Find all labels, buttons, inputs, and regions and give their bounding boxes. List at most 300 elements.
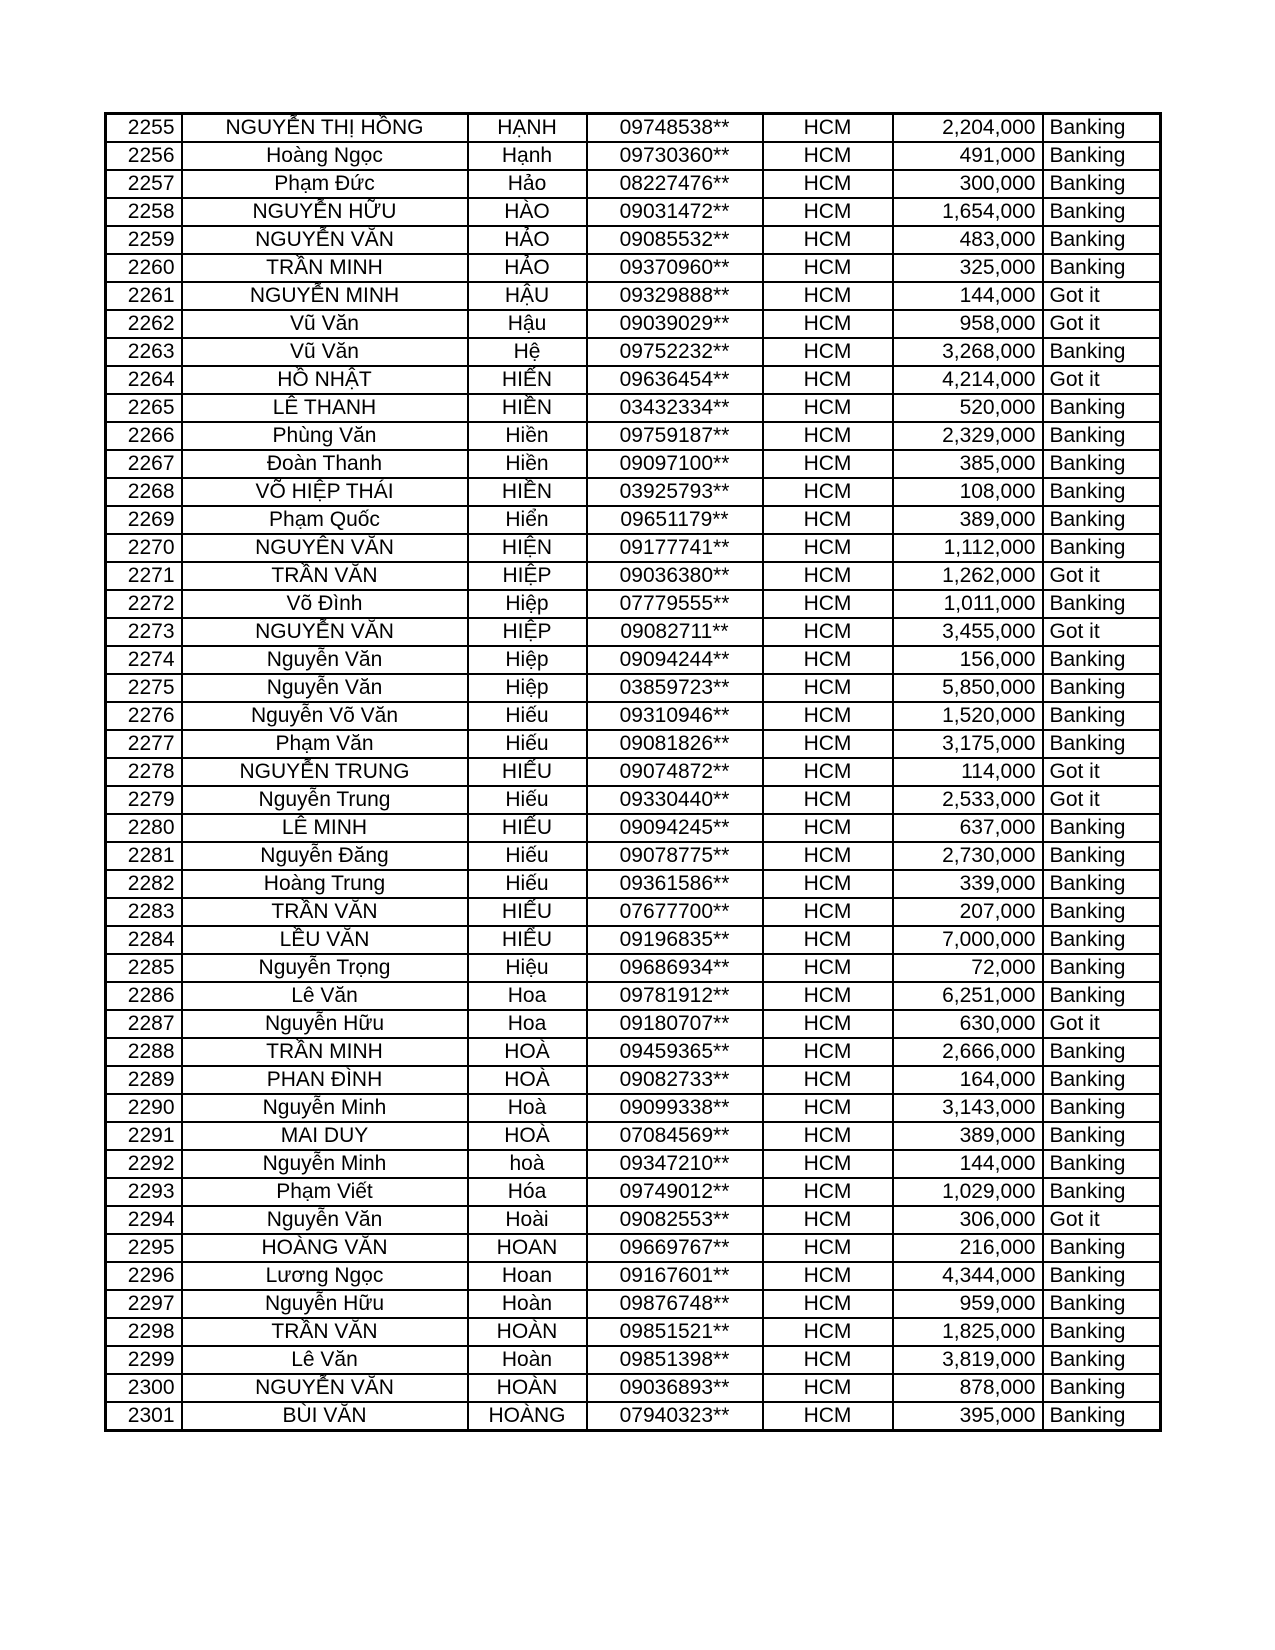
row-number-cell: 2256 xyxy=(106,142,182,170)
table-row xyxy=(106,338,1161,366)
payment-method-cell: Banking xyxy=(1043,1318,1161,1346)
surname-cell: Hoàng Trung xyxy=(182,870,468,898)
phone-cell: 09097100** xyxy=(587,450,763,478)
phone-cell: 09082553** xyxy=(587,1206,763,1234)
row-number-cell: 2284 xyxy=(106,926,182,954)
given-name-cell: HIẾU xyxy=(468,814,587,842)
phone-cell: 09749012** xyxy=(587,1178,763,1206)
phone-cell: 03432334** xyxy=(587,394,763,422)
surname-cell: NGUYỄN THỊ HỒNG xyxy=(182,114,468,143)
phone-cell: 09730360** xyxy=(587,142,763,170)
surname-cell: LÊ MINH xyxy=(182,814,468,842)
row-number-cell: 2273 xyxy=(106,618,182,646)
payment-method-cell: Banking xyxy=(1043,842,1161,870)
phone-cell: 09748538** xyxy=(587,114,763,143)
city-cell: HCM xyxy=(763,1262,893,1290)
table-row xyxy=(106,1178,1161,1206)
surname-cell: Nguyễn Văn xyxy=(182,674,468,702)
phone-cell: 09752232** xyxy=(587,338,763,366)
given-name-cell: HIẾU xyxy=(468,758,587,786)
given-name-cell: HOÀN xyxy=(468,1374,587,1402)
row-number-cell: 2267 xyxy=(106,450,182,478)
table-row xyxy=(106,366,1161,394)
given-name-cell: Hiền xyxy=(468,422,587,450)
payment-method-cell: Banking xyxy=(1043,478,1161,506)
row-number-cell: 2281 xyxy=(106,842,182,870)
city-cell: HCM xyxy=(763,1234,893,1262)
amount-cell: 3,175,000 xyxy=(893,730,1043,758)
row-number-cell: 2276 xyxy=(106,702,182,730)
payment-method-cell: Banking xyxy=(1043,1178,1161,1206)
city-cell: HCM xyxy=(763,982,893,1010)
phone-cell: 09851521** xyxy=(587,1318,763,1346)
city-cell: HCM xyxy=(763,702,893,730)
city-cell: HCM xyxy=(763,1094,893,1122)
payment-method-cell: Banking xyxy=(1043,674,1161,702)
payment-method-cell: Got it xyxy=(1043,758,1161,786)
surname-cell: Nguyễn Trọng xyxy=(182,954,468,982)
payment-method-cell: Banking xyxy=(1043,730,1161,758)
payment-method-cell: Banking xyxy=(1043,646,1161,674)
phone-cell: 03859723** xyxy=(587,674,763,702)
table-row xyxy=(106,786,1161,814)
row-number-cell: 2301 xyxy=(106,1402,182,1431)
surname-cell: Vũ Văn xyxy=(182,310,468,338)
given-name-cell: HIỀN xyxy=(468,478,587,506)
amount-cell: 3,455,000 xyxy=(893,618,1043,646)
row-number-cell: 2255 xyxy=(106,114,182,143)
phone-cell: 07677700** xyxy=(587,898,763,926)
table-row xyxy=(106,1094,1161,1122)
city-cell: HCM xyxy=(763,170,893,198)
table-row xyxy=(106,478,1161,506)
surname-cell: Lương Ngọc xyxy=(182,1262,468,1290)
city-cell: HCM xyxy=(763,450,893,478)
given-name-cell: HẢO xyxy=(468,226,587,254)
table-row xyxy=(106,618,1161,646)
surname-cell: Nguyễn Minh xyxy=(182,1094,468,1122)
phone-cell: 09094244** xyxy=(587,646,763,674)
table-row xyxy=(106,450,1161,478)
table-row xyxy=(106,646,1161,674)
table-row xyxy=(106,758,1161,786)
city-cell: HCM xyxy=(763,534,893,562)
amount-cell: 164,000 xyxy=(893,1066,1043,1094)
phone-cell: 09851398** xyxy=(587,1346,763,1374)
surname-cell: Nguyễn Trung xyxy=(182,786,468,814)
given-name-cell: Hiếu xyxy=(468,730,587,758)
given-name-cell: Hiền xyxy=(468,450,587,478)
surname-cell: TRẦN VĂN xyxy=(182,898,468,926)
amount-cell: 1,654,000 xyxy=(893,198,1043,226)
city-cell: HCM xyxy=(763,1402,893,1431)
table-row xyxy=(106,590,1161,618)
amount-cell: 114,000 xyxy=(893,758,1043,786)
amount-cell: 7,000,000 xyxy=(893,926,1043,954)
payment-method-cell: Banking xyxy=(1043,1262,1161,1290)
table-row xyxy=(106,1290,1161,1318)
city-cell: HCM xyxy=(763,814,893,842)
city-cell: HCM xyxy=(763,870,893,898)
row-number-cell: 2260 xyxy=(106,254,182,282)
surname-cell: NGUYỄN MINH xyxy=(182,282,468,310)
phone-cell: 09099338** xyxy=(587,1094,763,1122)
payment-method-cell: Got it xyxy=(1043,282,1161,310)
given-name-cell: Hoà xyxy=(468,1094,587,1122)
table-row xyxy=(106,926,1161,954)
city-cell: HCM xyxy=(763,1206,893,1234)
phone-cell: 09330440** xyxy=(587,786,763,814)
phone-cell: 09167601** xyxy=(587,1262,763,1290)
amount-cell: 630,000 xyxy=(893,1010,1043,1038)
given-name-cell: HOAN xyxy=(468,1234,587,1262)
table-row xyxy=(106,674,1161,702)
payment-method-cell: Banking xyxy=(1043,1374,1161,1402)
amount-cell: 2,204,000 xyxy=(893,114,1043,143)
table-row xyxy=(106,310,1161,338)
table-row xyxy=(106,394,1161,422)
payment-method-cell: Banking xyxy=(1043,142,1161,170)
payment-method-cell: Banking xyxy=(1043,254,1161,282)
table-row xyxy=(106,1038,1161,1066)
surname-cell: Vũ Văn xyxy=(182,338,468,366)
table-row xyxy=(106,730,1161,758)
amount-cell: 1,011,000 xyxy=(893,590,1043,618)
row-number-cell: 2298 xyxy=(106,1318,182,1346)
table-row xyxy=(106,982,1161,1010)
row-number-cell: 2263 xyxy=(106,338,182,366)
given-name-cell: Hiếu xyxy=(468,702,587,730)
given-name-cell: Hiệu xyxy=(468,954,587,982)
row-number-cell: 2295 xyxy=(106,1234,182,1262)
surname-cell: Nguyễn Văn xyxy=(182,646,468,674)
amount-cell: 4,214,000 xyxy=(893,366,1043,394)
given-name-cell: HIỆP xyxy=(468,618,587,646)
city-cell: HCM xyxy=(763,1374,893,1402)
city-cell: HCM xyxy=(763,366,893,394)
phone-cell: 08227476** xyxy=(587,170,763,198)
payment-method-cell: Banking xyxy=(1043,226,1161,254)
table-row xyxy=(106,1318,1161,1346)
phone-cell: 09686934** xyxy=(587,954,763,982)
row-number-cell: 2258 xyxy=(106,198,182,226)
phone-cell: 09082733** xyxy=(587,1066,763,1094)
surname-cell: Hoàng Ngọc xyxy=(182,142,468,170)
phone-cell: 07940323** xyxy=(587,1402,763,1431)
row-number-cell: 2293 xyxy=(106,1178,182,1206)
donation-table xyxy=(104,112,1162,1432)
table-row xyxy=(106,1262,1161,1290)
row-number-cell: 2291 xyxy=(106,1122,182,1150)
city-cell: HCM xyxy=(763,338,893,366)
given-name-cell: HIẾU xyxy=(468,898,587,926)
phone-cell: 09180707** xyxy=(587,1010,763,1038)
city-cell: HCM xyxy=(763,226,893,254)
given-name-cell: HIỂU xyxy=(468,926,587,954)
row-number-cell: 2282 xyxy=(106,870,182,898)
payment-method-cell: Banking xyxy=(1043,1346,1161,1374)
payment-method-cell: Banking xyxy=(1043,1290,1161,1318)
given-name-cell: HOÀ xyxy=(468,1122,587,1150)
city-cell: HCM xyxy=(763,1346,893,1374)
amount-cell: 207,000 xyxy=(893,898,1043,926)
given-name-cell: Hệ xyxy=(468,338,587,366)
row-number-cell: 2288 xyxy=(106,1038,182,1066)
given-name-cell: Hoài xyxy=(468,1206,587,1234)
payment-method-cell: Banking xyxy=(1043,1038,1161,1066)
city-cell: HCM xyxy=(763,198,893,226)
payment-method-cell: Banking xyxy=(1043,1402,1161,1431)
surname-cell: Phạm Văn xyxy=(182,730,468,758)
amount-cell: 2,666,000 xyxy=(893,1038,1043,1066)
phone-cell: 07084569** xyxy=(587,1122,763,1150)
given-name-cell: HOÀN xyxy=(468,1318,587,1346)
table-row xyxy=(106,702,1161,730)
phone-cell: 09347210** xyxy=(587,1150,763,1178)
city-cell: HCM xyxy=(763,646,893,674)
given-name-cell: Hiếu xyxy=(468,870,587,898)
surname-cell: HOÀNG VĂN xyxy=(182,1234,468,1262)
payment-method-cell: Got it xyxy=(1043,366,1161,394)
amount-cell: 5,850,000 xyxy=(893,674,1043,702)
row-number-cell: 2274 xyxy=(106,646,182,674)
surname-cell: Nguyễn Hữu xyxy=(182,1010,468,1038)
table-row xyxy=(106,534,1161,562)
surname-cell: NGUYỄN TRUNG xyxy=(182,758,468,786)
amount-cell: 1,262,000 xyxy=(893,562,1043,590)
amount-cell: 108,000 xyxy=(893,478,1043,506)
row-number-cell: 2290 xyxy=(106,1094,182,1122)
given-name-cell: Hoàn xyxy=(468,1290,587,1318)
phone-cell: 09759187** xyxy=(587,422,763,450)
row-number-cell: 2285 xyxy=(106,954,182,982)
city-cell: HCM xyxy=(763,758,893,786)
given-name-cell: Hiển xyxy=(468,506,587,534)
amount-cell: 389,000 xyxy=(893,1122,1043,1150)
row-number-cell: 2292 xyxy=(106,1150,182,1178)
given-name-cell: Hóa xyxy=(468,1178,587,1206)
row-number-cell: 2271 xyxy=(106,562,182,590)
amount-cell: 483,000 xyxy=(893,226,1043,254)
city-cell: HCM xyxy=(763,1038,893,1066)
surname-cell: Phạm Viết xyxy=(182,1178,468,1206)
payment-method-cell: Banking xyxy=(1043,114,1161,143)
row-number-cell: 2265 xyxy=(106,394,182,422)
phone-cell: 09031472** xyxy=(587,198,763,226)
surname-cell: Nguyễn Võ Văn xyxy=(182,702,468,730)
surname-cell: TRẦN MINH xyxy=(182,254,468,282)
payment-method-cell: Banking xyxy=(1043,1094,1161,1122)
given-name-cell: Hiệp xyxy=(468,674,587,702)
city-cell: HCM xyxy=(763,394,893,422)
surname-cell: BÙI VĂN xyxy=(182,1402,468,1431)
given-name-cell: Hiệp xyxy=(468,646,587,674)
payment-method-cell: Banking xyxy=(1043,450,1161,478)
amount-cell: 3,268,000 xyxy=(893,338,1043,366)
row-number-cell: 2259 xyxy=(106,226,182,254)
row-number-cell: 2297 xyxy=(106,1290,182,1318)
surname-cell: Đoàn Thanh xyxy=(182,450,468,478)
surname-cell: NGUYỄN VĂN xyxy=(182,226,468,254)
phone-cell: 09651179** xyxy=(587,506,763,534)
table-row xyxy=(106,1374,1161,1402)
city-cell: HCM xyxy=(763,422,893,450)
city-cell: HCM xyxy=(763,898,893,926)
row-number-cell: 2294 xyxy=(106,1206,182,1234)
phone-cell: 09329888** xyxy=(587,282,763,310)
table-row xyxy=(106,114,1161,143)
table-row xyxy=(106,898,1161,926)
phone-cell: 09082711** xyxy=(587,618,763,646)
surname-cell: MAI DUY xyxy=(182,1122,468,1150)
row-number-cell: 2299 xyxy=(106,1346,182,1374)
surname-cell: TRẦN VĂN xyxy=(182,562,468,590)
given-name-cell: Hiếu xyxy=(468,786,587,814)
city-cell: HCM xyxy=(763,1178,893,1206)
phone-cell: 09039029** xyxy=(587,310,763,338)
row-number-cell: 2280 xyxy=(106,814,182,842)
row-number-cell: 2278 xyxy=(106,758,182,786)
given-name-cell: HÀO xyxy=(468,198,587,226)
phone-cell: 09094245** xyxy=(587,814,763,842)
city-cell: HCM xyxy=(763,1290,893,1318)
amount-cell: 3,143,000 xyxy=(893,1094,1043,1122)
surname-cell: Lê Văn xyxy=(182,982,468,1010)
given-name-cell: HIỀN xyxy=(468,394,587,422)
table-row xyxy=(106,198,1161,226)
table-row xyxy=(106,842,1161,870)
row-number-cell: 2261 xyxy=(106,282,182,310)
phone-cell: 09036380** xyxy=(587,562,763,590)
city-cell: HCM xyxy=(763,506,893,534)
city-cell: HCM xyxy=(763,254,893,282)
phone-cell: 09081826** xyxy=(587,730,763,758)
table-row xyxy=(106,814,1161,842)
table-row xyxy=(106,506,1161,534)
surname-cell: LÊ THANH xyxy=(182,394,468,422)
given-name-cell: Hiếu xyxy=(468,842,587,870)
amount-cell: 637,000 xyxy=(893,814,1043,842)
amount-cell: 6,251,000 xyxy=(893,982,1043,1010)
city-cell: HCM xyxy=(763,114,893,143)
payment-method-cell: Banking xyxy=(1043,870,1161,898)
table-row xyxy=(106,282,1161,310)
amount-cell: 395,000 xyxy=(893,1402,1043,1431)
amount-cell: 3,819,000 xyxy=(893,1346,1043,1374)
table-row xyxy=(106,170,1161,198)
given-name-cell: HOÀNG xyxy=(468,1402,587,1431)
phone-cell: 09876748** xyxy=(587,1290,763,1318)
payment-method-cell: Banking xyxy=(1043,814,1161,842)
row-number-cell: 2296 xyxy=(106,1262,182,1290)
row-number-cell: 2287 xyxy=(106,1010,182,1038)
row-number-cell: 2269 xyxy=(106,506,182,534)
given-name-cell: hoà xyxy=(468,1150,587,1178)
amount-cell: 325,000 xyxy=(893,254,1043,282)
surname-cell: NGUYỄN HỮU xyxy=(182,198,468,226)
row-number-cell: 2275 xyxy=(106,674,182,702)
payment-method-cell: Got it xyxy=(1043,1010,1161,1038)
given-name-cell: HIẾN xyxy=(468,366,587,394)
row-number-cell: 2262 xyxy=(106,310,182,338)
phone-cell: 09636454** xyxy=(587,366,763,394)
city-cell: HCM xyxy=(763,590,893,618)
city-cell: HCM xyxy=(763,478,893,506)
city-cell: HCM xyxy=(763,674,893,702)
amount-cell: 306,000 xyxy=(893,1206,1043,1234)
payment-method-cell: Banking xyxy=(1043,590,1161,618)
payment-method-cell: Banking xyxy=(1043,898,1161,926)
given-name-cell: Hoàn xyxy=(468,1346,587,1374)
payment-method-cell: Banking xyxy=(1043,702,1161,730)
table-row xyxy=(106,870,1161,898)
city-cell: HCM xyxy=(763,1150,893,1178)
row-number-cell: 2268 xyxy=(106,478,182,506)
surname-cell: Phùng Văn xyxy=(182,422,468,450)
city-cell: HCM xyxy=(763,926,893,954)
amount-cell: 959,000 xyxy=(893,1290,1043,1318)
surname-cell: LỀU VĂN xyxy=(182,926,468,954)
amount-cell: 300,000 xyxy=(893,170,1043,198)
phone-cell: 09781912** xyxy=(587,982,763,1010)
row-number-cell: 2264 xyxy=(106,366,182,394)
amount-cell: 4,344,000 xyxy=(893,1262,1043,1290)
row-number-cell: 2270 xyxy=(106,534,182,562)
amount-cell: 2,329,000 xyxy=(893,422,1043,450)
city-cell: HCM xyxy=(763,282,893,310)
city-cell: HCM xyxy=(763,562,893,590)
table-row xyxy=(106,1150,1161,1178)
surname-cell: Nguyễn Đăng xyxy=(182,842,468,870)
city-cell: HCM xyxy=(763,954,893,982)
payment-method-cell: Banking xyxy=(1043,982,1161,1010)
amount-cell: 72,000 xyxy=(893,954,1043,982)
given-name-cell: HẢO xyxy=(468,254,587,282)
amount-cell: 958,000 xyxy=(893,310,1043,338)
table-row xyxy=(106,954,1161,982)
city-cell: HCM xyxy=(763,1066,893,1094)
table-row xyxy=(106,1402,1161,1431)
given-name-cell: Hạnh xyxy=(468,142,587,170)
surname-cell: NGUYỄN VĂN xyxy=(182,618,468,646)
row-number-cell: 2286 xyxy=(106,982,182,1010)
phone-cell: 03925793** xyxy=(587,478,763,506)
amount-cell: 389,000 xyxy=(893,506,1043,534)
row-number-cell: 2257 xyxy=(106,170,182,198)
payment-method-cell: Banking xyxy=(1043,394,1161,422)
city-cell: HCM xyxy=(763,1122,893,1150)
table-body xyxy=(106,114,1161,1431)
row-number-cell: 2300 xyxy=(106,1374,182,1402)
payment-method-cell: Banking xyxy=(1043,1066,1161,1094)
table-row xyxy=(106,1122,1161,1150)
surname-cell: Nguyễn Hữu xyxy=(182,1290,468,1318)
surname-cell: Phạm Đức xyxy=(182,170,468,198)
amount-cell: 491,000 xyxy=(893,142,1043,170)
surname-cell: PHAN ĐÌNH xyxy=(182,1066,468,1094)
payment-method-cell: Got it xyxy=(1043,786,1161,814)
phone-cell: 09036893** xyxy=(587,1374,763,1402)
phone-cell: 09074872** xyxy=(587,758,763,786)
table-row xyxy=(106,1206,1161,1234)
given-name-cell: HIỆP xyxy=(468,562,587,590)
given-name-cell: Hoa xyxy=(468,982,587,1010)
city-cell: HCM xyxy=(763,786,893,814)
given-name-cell: HOÀ xyxy=(468,1066,587,1094)
row-number-cell: 2266 xyxy=(106,422,182,450)
payment-method-cell: Banking xyxy=(1043,1150,1161,1178)
row-number-cell: 2272 xyxy=(106,590,182,618)
